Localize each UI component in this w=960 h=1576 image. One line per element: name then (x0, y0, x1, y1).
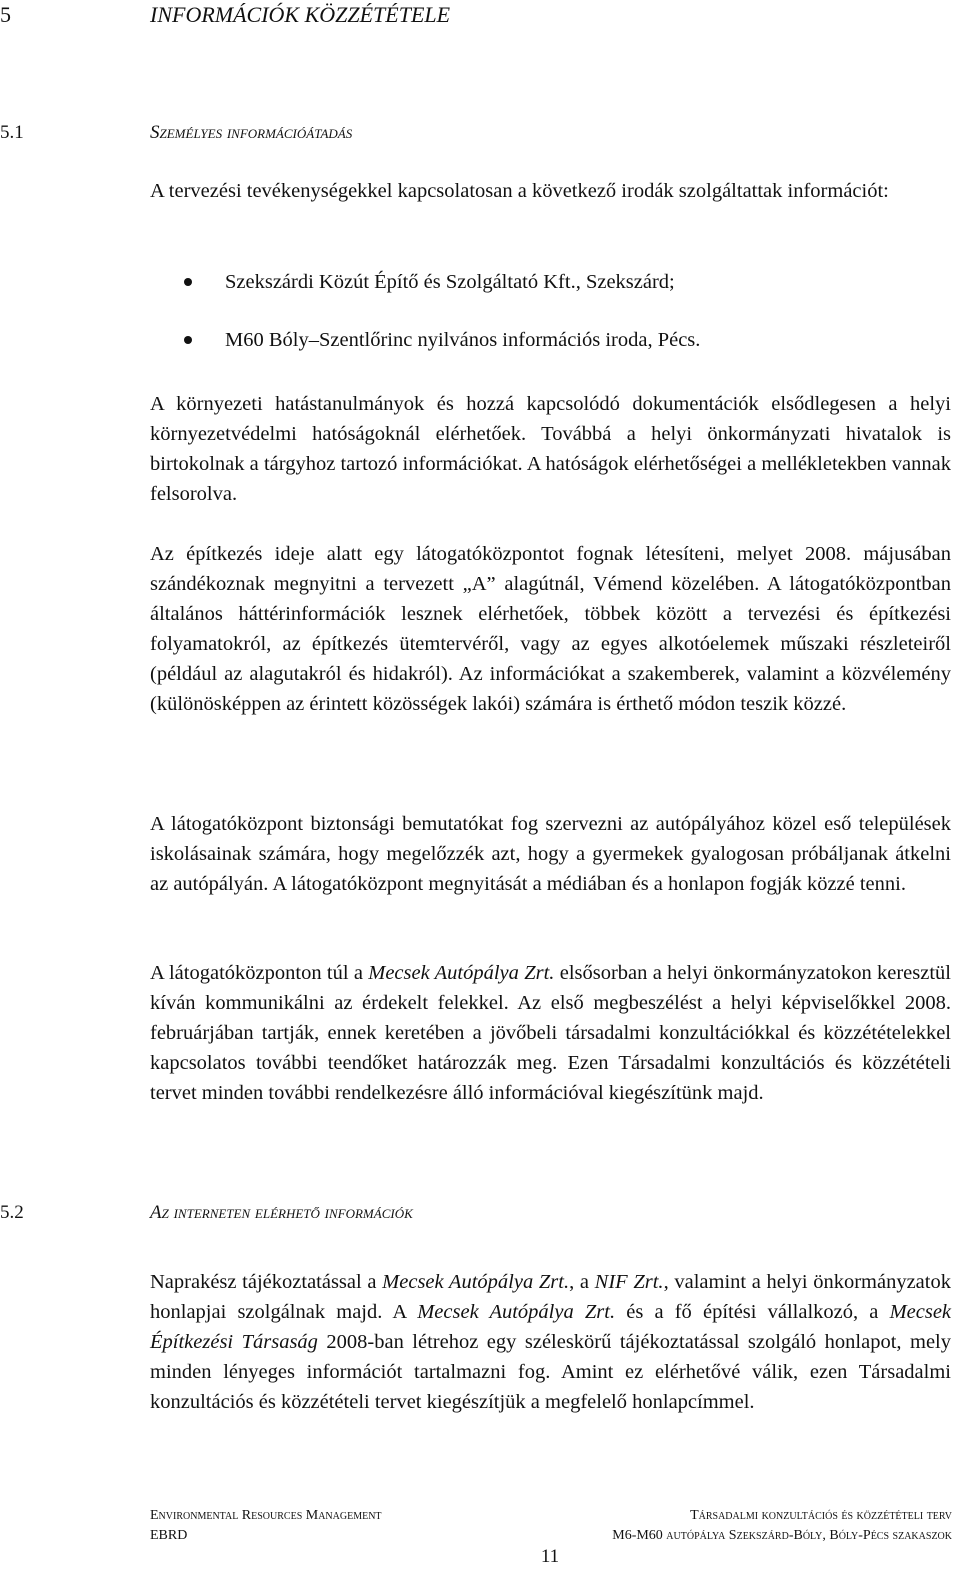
bullet-icon (184, 278, 192, 286)
company-name: NIF Zrt. (594, 1271, 664, 1293)
footer-right (612, 1506, 952, 1546)
subsection-number: 5.2 (0, 1202, 24, 1223)
company-name: Mecsek Autópálya Zrt. (417, 1301, 616, 1323)
section-title: INFORMÁCIÓK KÖZZÉTÉTELE (150, 2, 451, 27)
office-name: M60 Bóly–Szentlőrinc nyilvános információs iroda, Pécs. (225, 329, 701, 351)
intro-paragraph: A tervezési tevékenységekkel kapcsolatosan a következő irodák szolgáltattak információt: (150, 180, 889, 202)
paragraph-communication: A látogatóközponton túl a Mecsek Autópálya Zrt. elsősorban a helyi önkormányzatokon keresztül kíván kommunikálni az érdekelt felekkel. Az első megbeszélést a helyi képviselőkkel 2008. februárjában tartják, ennek keretében a jövőbeli társadalmi konzultációkkal és közzétételekkel kapcsolatos további teendőket határozzák meg. Ezen Társadalmi konzultációs és közzétételi tervet minden további rendelkezésre álló információval kiegészítünk majd. (150, 962, 951, 1104)
section-heading (0, 2, 450, 28)
paragraph-internet: Naprakész tájékoztatással a Mecsek Autópálya Zrt., a NIF Zrt., valamint a helyi önkormányzatok honlapjai szolgálnak majd. A Mecsek Autópálya Zrt. és a fő építési vállalkozó, a Mecsek Építkezési Társaság 2008-ban létrehoz egy széleskörű tájékoztatással szolgáló honlapot, mely minden lényeges információt tartalmazni fog. Amint ez elérhetővé válik, ezen Társadalmi konzultációs és közzétételi tervet kiegészítjük a megfelelő honlapcímmel. (150, 1271, 952, 1413)
section-number: 5 (0, 2, 11, 27)
office-name: Szekszárdi Közút Építő és Szolgáltató Kft., Szekszárd; (225, 271, 675, 293)
paragraph-documents: A környezeti hatástanulmányok és hozzá kapcsolódó dokumentációk elsődlegesen a helyi környezetvédelmi hatóságoknál elérhetőek. Továbbá a helyi önkormányzati hivatalok is birtokolnak a tárgyhoz tartozó információkat. A hatóságok elérhetőségei a mellékletekben vannak felsorolva. (150, 393, 951, 505)
paragraph-visitor-center: Az építkezés ideje alatt egy látogatóközpontot fognak létesíteni, melyet 2008. májusában szándékoznak megnyitni a tervezett „A” alagútnál, Vémend közelében. A látogatóközpontban általános háttérinformációk lesznek elérhetőek, többek között a tervezési és építkezési folyamatokról, az építkezés ütemtervéről, vagy az egyes alkotóelemek műszaki részleteiről (például az alagutakról és hidakról). Az információkat a szakemberek, valamint a közvélemény (különösképpen az érintett közösségek lakói) számára is érthető módon teszik közzé. (150, 543, 951, 715)
footer-client: EBRD (150, 1528, 188, 1543)
company-name: Mecsek Autópálya Zrt. (382, 1271, 570, 1293)
paragraph-safety: A látogatóközpont biztonsági bemutatókat fog szervezni az autópályához közel eső települések iskolásainak számára, hogy megelőzzék azt, hogy a gyermekek gyalogosan próbáljanak átkelni az autópályán. A látogatóközpont megnyitását a médiában és a honlapon fogják közzé tenni. (150, 813, 951, 895)
office-list (150, 267, 951, 383)
subsection-heading-5-2 (0, 1202, 413, 1224)
page-number: 11 (540, 1546, 560, 1567)
list-item (150, 267, 951, 325)
bullet-icon (184, 336, 192, 344)
subsection-number: 5.1 (0, 122, 24, 143)
subsection-title: Személyes információátadás (150, 122, 353, 143)
subsection-title: Az interneten elérhető információk (150, 1202, 413, 1223)
subsection-heading-5-1 (0, 122, 352, 144)
footer-organization: Environmental Resources Management (150, 1508, 382, 1523)
list-item (150, 325, 951, 383)
footer-project-name: M6-M60 autópálya Szekszárd-Bóly, Bóly-Pécs szakaszok (612, 1528, 952, 1543)
footer-left (150, 1506, 382, 1546)
footer-document-title: Társadalmi konzultációs és közzétételi terv (690, 1508, 952, 1523)
company-name: Mecsek Építkezési Társaság (150, 1301, 952, 1353)
company-name: Mecsek Autópálya Zrt. (368, 962, 555, 984)
